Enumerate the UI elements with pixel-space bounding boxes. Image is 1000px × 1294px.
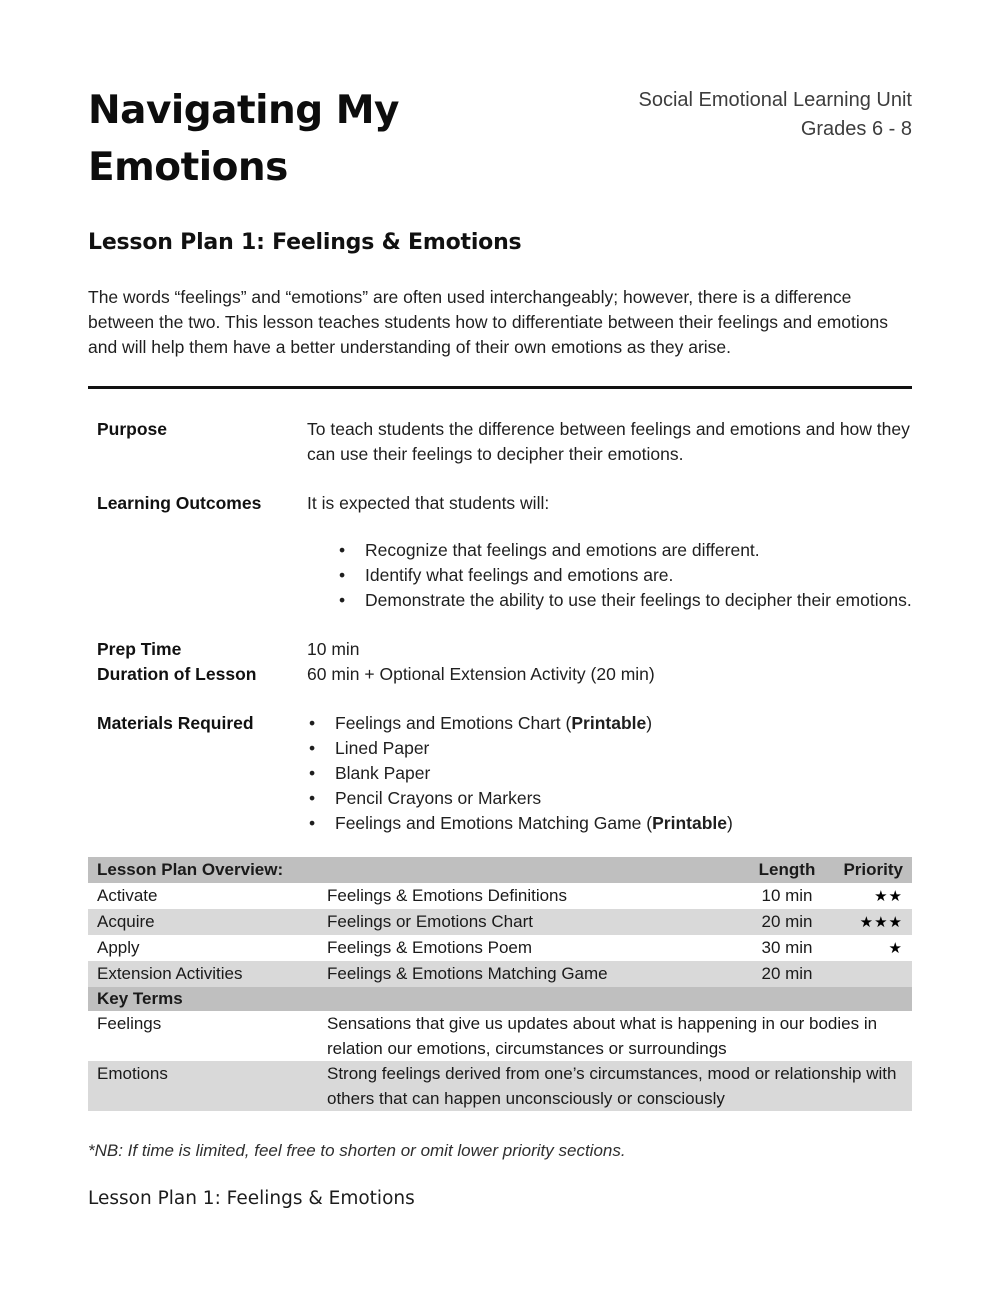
duration-row <box>97 662 912 687</box>
priority-column-header: Priority <box>843 860 903 879</box>
lesson-details <box>88 417 912 836</box>
activity-description: Feelings or Emotions Chart <box>327 912 533 931</box>
material-item: • Blank Paper <box>307 761 912 786</box>
overview-title: Lesson Plan Overview: <box>97 860 284 879</box>
prep-time-label: Prep Time <box>97 639 182 659</box>
unit-name: Social Emotional Learning Unit <box>638 89 912 111</box>
page-footer: Lesson Plan 1: Feelings & Emotions <box>88 1188 415 1209</box>
table-row <box>88 883 912 909</box>
material-item: • Feelings and Emotions Matching Game (Printable) <box>307 811 912 836</box>
material-item: • Pencil Crayons or Markers <box>307 786 912 811</box>
outcomes-intro: It is expected that students will: <box>307 493 550 513</box>
activity-name: Apply <box>97 938 140 957</box>
outcomes-row <box>97 491 912 613</box>
purpose-row <box>97 417 912 467</box>
key-term-definition: Strong feelings derived from one’s circumstances, mood or relationship with others that can happen unconsciously or consciously <box>327 1064 897 1108</box>
duration-value: 60 min + Optional Extension Activity (20 min) <box>307 664 655 684</box>
grade-range: Grades 6 - 8 <box>800 118 912 140</box>
activity-name: Acquire <box>97 912 155 931</box>
duration-label: Duration of Lesson <box>97 664 257 684</box>
outcomes-list <box>307 538 912 613</box>
activity-length: 30 min <box>761 938 813 957</box>
activity-description: Feelings & Emotions Poem <box>327 938 533 957</box>
document-header <box>88 82 912 196</box>
outcome-item: • Identify what feelings and emotions are. <box>337 563 912 588</box>
activity-length: 20 min <box>761 912 813 931</box>
materials-label: Materials Required <box>97 713 254 733</box>
prep-time-row <box>97 637 912 662</box>
key-term-name: Emotions <box>97 1064 168 1083</box>
key-terms-title: Key Terms <box>97 989 183 1008</box>
length-column-header: Length <box>758 860 816 879</box>
table-row <box>88 935 912 961</box>
lesson-intro: The words “feelings” and “emotions” are often used interchangeably; however, there is a difference between the two. This lesson teaches students how to differentiate between their feelings and emotions and will help them have a better understanding of their own emotions as they arise. <box>88 287 888 357</box>
material-item: • Feelings and Emotions Chart (Printable) <box>307 711 912 736</box>
priority-footnote: *NB: If time is limited, feel free to shorten or omit lower priority sections. <box>88 1141 626 1160</box>
table-row <box>88 961 912 987</box>
document-title-line1: Navigating My <box>88 88 399 133</box>
materials-row <box>97 711 912 836</box>
key-term-row <box>88 1011 912 1061</box>
priority-stars: ★★★ <box>859 914 903 931</box>
activity-length: 10 min <box>761 886 813 905</box>
activity-description: Feelings & Emotions Matching Game <box>327 964 608 983</box>
activity-name: Extension Activities <box>97 964 243 983</box>
prep-time-value: 10 min <box>307 639 360 659</box>
key-term-name: Feelings <box>97 1014 162 1033</box>
materials-list <box>307 711 912 836</box>
activity-description: Feelings & Emotions Definitions <box>327 886 568 905</box>
table-row <box>88 909 912 935</box>
document-title-line2: Emotions <box>88 145 288 190</box>
purpose-label: Purpose <box>97 419 168 439</box>
activity-name: Activate <box>97 886 158 905</box>
lesson-plan-overview-table <box>88 857 912 1111</box>
unit-info <box>639 82 913 144</box>
activity-length: 20 min <box>761 964 813 983</box>
outcomes-label: Learning Outcomes <box>97 493 262 513</box>
key-term-row <box>88 1061 912 1111</box>
outcome-item: • Recognize that feelings and emotions are different. <box>337 538 912 563</box>
overview-header-row <box>88 857 912 883</box>
priority-stars: ★★ <box>874 888 903 905</box>
purpose-text: To teach students the difference between feelings and emotions and how they can use their feelings to decipher their emotions. <box>307 419 910 464</box>
section-divider <box>88 386 912 389</box>
key-term-definition: Sensations that give us updates about what is happening in our bodies in relation our emotions, circumstances or surroundings <box>327 1014 878 1058</box>
key-terms-header-row <box>88 987 912 1011</box>
priority-stars: ★ <box>888 940 903 957</box>
lesson-heading: Lesson Plan 1: Feelings & Emotions <box>88 230 522 255</box>
material-item: • Lined Paper <box>307 736 912 761</box>
document-title <box>88 82 399 196</box>
outcome-item: • Demonstrate the ability to use their feelings to decipher their emotions. <box>337 588 912 613</box>
